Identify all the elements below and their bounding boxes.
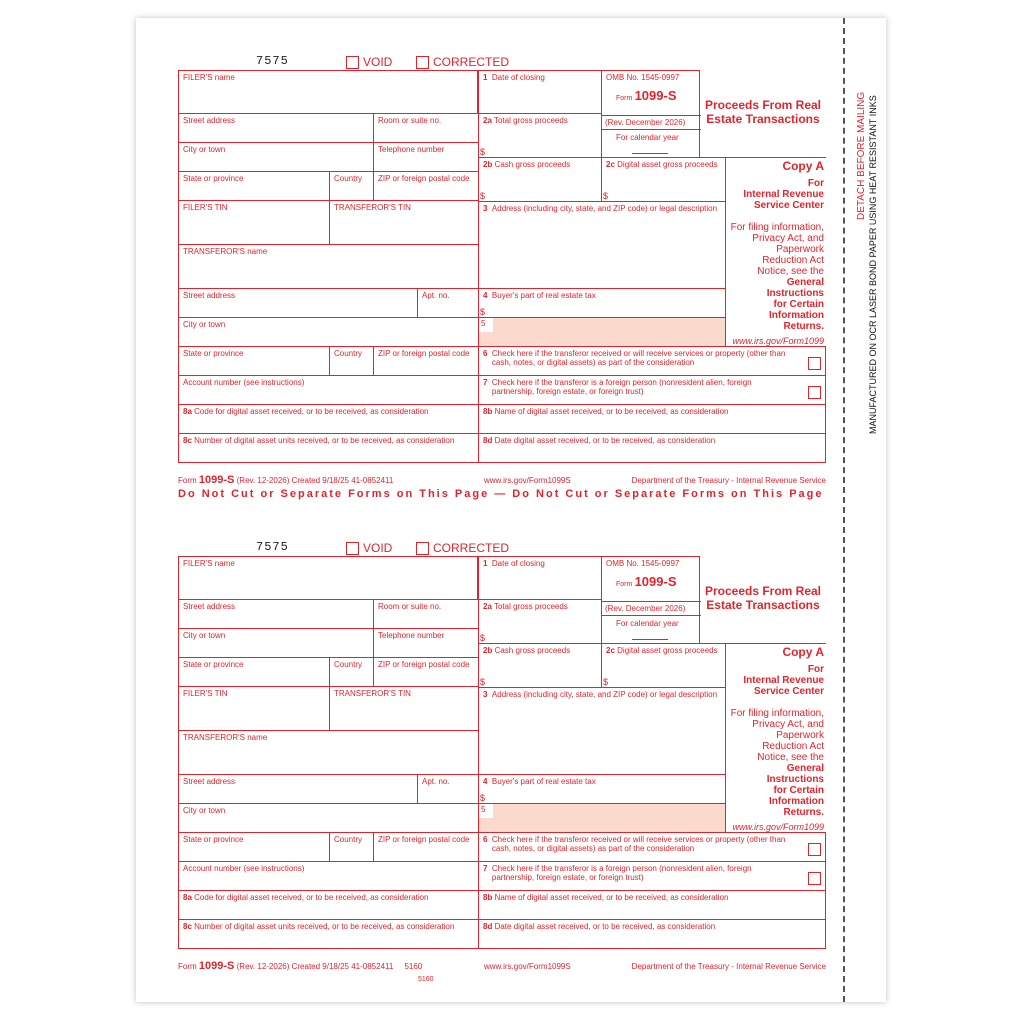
filers-tin-label: FILER'S TIN xyxy=(183,203,228,212)
box-7-checkbox[interactable] xyxy=(808,872,821,885)
transferor-street-label: Street address xyxy=(183,291,236,300)
transferor-street-field[interactable] xyxy=(178,774,418,804)
info-2: Privacy Act, and xyxy=(752,719,824,730)
filers-name-field[interactable] xyxy=(178,556,478,600)
transferor-zip-label: ZIP or foreign postal code xyxy=(378,835,470,844)
rev-date: (Rev. December 2026) xyxy=(605,604,686,613)
footer-rev: (Rev. 12-2026) Created 9/18/25 41-0852411 xyxy=(236,962,394,971)
do-not-cut-notice: Do Not Cut or Separate Forms on This Page — Do Not Cut or Separate Forms on This Page xyxy=(178,488,824,500)
box-8c-field[interactable] xyxy=(178,919,479,949)
transferor-apt-field[interactable] xyxy=(417,774,479,804)
transferor-apt-field[interactable] xyxy=(417,288,479,318)
footer-url: www.irs.gov/Form1099S xyxy=(484,962,571,971)
box-8c-num: 8c xyxy=(183,436,192,445)
box-2c-field[interactable] xyxy=(601,157,726,202)
box-6-checkbox[interactable] xyxy=(808,843,821,856)
copy-a: Copy A xyxy=(782,645,824,659)
copy-a-heading xyxy=(738,161,824,211)
omb-number: OMB No. 1545-0997 xyxy=(606,73,680,82)
info-7: Instructions xyxy=(766,774,824,785)
box-6-label: Check here if the transferor received or will receive services or property (other than cash, notes, or digital assets) as part of the consideration xyxy=(491,349,786,367)
box-8b-label: Name of digital asset received, or to be received, as consideration xyxy=(494,893,729,902)
box-8d-num: 8d xyxy=(483,922,493,931)
box-8a-num: 8a xyxy=(183,893,192,902)
box-2c-dollar: $ xyxy=(603,677,609,687)
detach-notice: DETACH BEFORE MAILING xyxy=(856,91,867,220)
box-8b-num: 8b xyxy=(483,893,493,902)
box-8c-field[interactable] xyxy=(178,433,479,463)
box-4-num: 4 xyxy=(483,291,488,300)
box-1-label: Date of closing xyxy=(491,559,545,568)
void-checkbox[interactable] xyxy=(346,55,392,69)
account-number-field[interactable] xyxy=(178,375,479,405)
box-3-num: 3 xyxy=(483,690,488,699)
transferor-city-field[interactable] xyxy=(178,317,479,347)
box-2c-field[interactable] xyxy=(601,643,726,688)
form-code: 7575 xyxy=(256,54,289,68)
box-7-label: Check here if the transferor is a foreign person (nonresident alien, foreign partnership, foreign estate, or foreign trust) xyxy=(491,864,752,882)
footer-form-word: Form xyxy=(178,962,197,971)
box-3-label: Address (including city, state, and ZIP code) or legal description xyxy=(491,690,718,699)
transferor-country-field[interactable] xyxy=(329,346,374,376)
box-1-num: 1 xyxy=(483,73,488,82)
footer-form-word: Form xyxy=(178,476,197,485)
footer-dept: Department of the Treasury - Internal Revenue Service xyxy=(631,962,826,971)
for-irs-3: Service Center xyxy=(753,200,824,211)
form-name: 1099-S xyxy=(634,88,677,103)
box-1-field[interactable] xyxy=(478,70,602,114)
filer-street-field[interactable] xyxy=(178,113,374,143)
box-8b-label: Name of digital asset received, or to be received, as consideration xyxy=(494,407,729,416)
footer-url: www.irs.gov/Form1099S xyxy=(484,476,571,485)
box-8a-field[interactable] xyxy=(178,404,479,434)
box-8c-label: Number of digital asset units received, or to be received, as consideration xyxy=(194,436,455,445)
transferors-tin-field[interactable] xyxy=(329,686,479,731)
box-4-label: Buyer's part of real estate tax xyxy=(491,777,596,786)
form-grid xyxy=(178,556,826,940)
title-line-2: Estate Transactions xyxy=(706,598,820,612)
info-8: for Certain xyxy=(773,785,824,796)
info-3: Paperwork xyxy=(776,730,824,741)
filer-city-label: City or town xyxy=(183,631,226,640)
box-5-num: 5 xyxy=(479,318,493,332)
box-6-label: Check here if the transferor received or will receive services or property (other than cash, notes, or digital assets) as part of the consideration xyxy=(491,835,786,853)
box-8c-label: Number of digital asset units received, or to be received, as consideration xyxy=(194,922,455,931)
info-2: Privacy Act, and xyxy=(752,233,824,244)
for-irs-1: For xyxy=(807,664,824,675)
filer-room-label: Room or suite no. xyxy=(378,116,442,125)
form-word: Form xyxy=(616,95,633,102)
info-6: General xyxy=(786,277,824,288)
filer-country-label: Country xyxy=(334,660,363,669)
box-2a-field[interactable] xyxy=(478,599,602,644)
corrected-checkbox[interactable] xyxy=(416,541,509,555)
filer-street-label: Street address xyxy=(183,116,236,125)
transferor-state-field[interactable] xyxy=(178,832,330,862)
box-2a-num: 2a xyxy=(483,602,492,611)
omb-block xyxy=(601,70,700,158)
transferor-city-field[interactable] xyxy=(178,803,479,833)
footer-form-name: 1099-S xyxy=(198,474,235,486)
title-line-2: Estate Transactions xyxy=(706,112,820,126)
info-10: Returns. xyxy=(783,321,824,332)
filer-phone-label: Telephone number xyxy=(378,631,445,640)
filer-city-field[interactable] xyxy=(178,628,374,658)
box-3-field[interactable] xyxy=(478,687,726,775)
form-title xyxy=(700,98,826,126)
transferors-tin-label: TRANSFEROR'S TIN xyxy=(334,203,411,212)
box-2b-dollar: $ xyxy=(480,677,486,687)
void-box[interactable] xyxy=(346,542,359,555)
box-1-num: 1 xyxy=(483,559,488,568)
filing-info xyxy=(726,708,824,833)
box-8d-label: Date digital asset received, or to be received, as consideration xyxy=(494,922,716,931)
footer-code-bottom: 5160 xyxy=(418,976,434,983)
box-2c-label: Digital asset gross proceeds xyxy=(617,646,718,655)
box-2b-dollar: $ xyxy=(480,191,486,201)
transferors-tin-label: TRANSFEROR'S TIN xyxy=(334,689,411,698)
filer-country-field[interactable] xyxy=(329,657,374,687)
form-code: 7575 xyxy=(256,540,289,554)
filers-tin-label: FILER'S TIN xyxy=(183,689,228,698)
box-8a-field[interactable] xyxy=(178,890,479,920)
filer-city-field[interactable] xyxy=(178,142,374,172)
form-title xyxy=(700,584,826,612)
for-irs-1: For xyxy=(807,178,824,189)
calendar-year-label: For calendar year xyxy=(616,133,679,142)
box-4-label: Buyer's part of real estate tax xyxy=(491,291,596,300)
form-sheet xyxy=(136,18,886,1002)
box-4-dollar: $ xyxy=(480,793,486,803)
box-2c-num: 2c xyxy=(606,160,615,169)
transferor-city-label: City or town xyxy=(183,806,226,815)
info-3: Paperwork xyxy=(776,244,824,255)
box-7-num: 7 xyxy=(483,378,488,387)
box-8b-field[interactable] xyxy=(478,404,826,434)
box-7-checkbox[interactable] xyxy=(808,386,821,399)
transferors-name-field[interactable] xyxy=(178,730,479,775)
transferor-street-label: Street address xyxy=(183,777,236,786)
box-8a-label: Code for digital asset received, or to be received, as consideration xyxy=(194,893,429,902)
transferor-country-field[interactable] xyxy=(329,832,374,862)
box-3-num: 3 xyxy=(483,204,488,213)
box-2a-field[interactable] xyxy=(478,113,602,158)
box-6-checkbox[interactable] xyxy=(808,357,821,370)
filer-zip-field[interactable] xyxy=(373,171,479,201)
box-7-field xyxy=(478,861,826,891)
irs-url: www.irs.gov/Form1099 xyxy=(732,336,824,346)
footer-rev: (Rev. 12-2026) Created 9/18/25 41-0852411 xyxy=(236,476,394,485)
box-6-field xyxy=(478,832,826,862)
box-2b-field[interactable] xyxy=(478,643,602,688)
title-line-1: Proceeds From Real xyxy=(704,584,822,598)
filer-room-label: Room or suite no. xyxy=(378,602,442,611)
box-7-field xyxy=(478,375,826,405)
filer-street-label: Street address xyxy=(183,602,236,611)
box-4-num: 4 xyxy=(483,777,488,786)
calendar-year-line[interactable] xyxy=(632,639,668,640)
info-1: For filing information, xyxy=(730,708,824,719)
corrected-checkbox[interactable] xyxy=(416,55,509,69)
filer-state-label: State or province xyxy=(183,660,244,669)
transferor-zip-field[interactable] xyxy=(373,346,479,376)
omb-block xyxy=(601,556,700,644)
transferor-street-field[interactable] xyxy=(178,288,418,318)
transferors-name-label: TRANSFEROR'S name xyxy=(183,247,268,256)
box-2b-field[interactable] xyxy=(478,157,602,202)
copy-a: Copy A xyxy=(782,159,824,173)
info-5: Notice, see the xyxy=(757,266,824,277)
info-5: Notice, see the xyxy=(757,752,824,763)
void-label: VOID xyxy=(363,55,393,69)
calendar-year-label: For calendar year xyxy=(616,619,679,628)
box-2b-num: 2b xyxy=(483,646,493,655)
filers-name-label: FILER'S name xyxy=(183,73,235,82)
box-7-label: Check here if the transferor is a foreign person (nonresident alien, foreign partnership, foreign estate, or foreign trust) xyxy=(491,378,752,396)
void-label: VOID xyxy=(363,541,393,555)
account-number-label: Account number (see instructions) xyxy=(183,378,305,387)
void-box[interactable] xyxy=(346,56,359,69)
filer-state-field[interactable] xyxy=(178,657,330,687)
info-1: For filing information, xyxy=(730,222,824,233)
box-5-num: 5 xyxy=(479,804,493,818)
filer-phone-field[interactable] xyxy=(373,142,479,172)
box-8d-label: Date digital asset received, or to be received, as consideration xyxy=(494,436,716,445)
box-2c-dollar: $ xyxy=(603,191,609,201)
box-4-field[interactable] xyxy=(478,288,726,318)
corrected-box[interactable] xyxy=(416,56,429,69)
footer-code-inline: 5160 xyxy=(404,962,423,971)
transferor-state-label: State or province xyxy=(183,835,244,844)
box-2a-num: 2a xyxy=(483,116,492,125)
filer-room-field[interactable] xyxy=(373,599,479,629)
form-copy-top xyxy=(136,18,886,500)
transferor-apt-label: Apt. no. xyxy=(422,291,450,300)
box-8d-field[interactable] xyxy=(478,433,826,463)
box-6-num: 6 xyxy=(483,349,488,358)
filer-phone-label: Telephone number xyxy=(378,145,445,154)
box-8a-label: Code for digital asset received, or to be received, as consideration xyxy=(194,407,429,416)
transferor-country-label: Country xyxy=(334,835,363,844)
info-7: Instructions xyxy=(766,288,824,299)
box-2a-dollar: $ xyxy=(480,147,486,157)
transferor-zip-label: ZIP or foreign postal code xyxy=(378,349,470,358)
info-6: General xyxy=(786,763,824,774)
filer-country-label: Country xyxy=(334,174,363,183)
filer-phone-field[interactable] xyxy=(373,628,479,658)
for-irs-3: Service Center xyxy=(753,686,824,697)
transferors-name-label: TRANSFEROR'S name xyxy=(183,733,268,742)
filer-street-field[interactable] xyxy=(178,599,374,629)
form-grid xyxy=(178,70,826,454)
corrected-label: CORRECTED xyxy=(433,541,510,555)
box-2c-label: Digital asset gross proceeds xyxy=(617,160,718,169)
filer-zip-label: ZIP or foreign postal code xyxy=(378,660,470,669)
detach-perforation xyxy=(843,18,845,1002)
irs-url: www.irs.gov/Form1099 xyxy=(732,822,824,832)
box-8c-num: 8c xyxy=(183,922,192,931)
filing-info xyxy=(726,222,824,347)
box-2a-label: Total gross proceeds xyxy=(493,602,568,611)
form-copy-bottom xyxy=(136,504,886,983)
filer-state-field[interactable] xyxy=(178,171,330,201)
filer-zip-label: ZIP or foreign postal code xyxy=(378,174,470,183)
info-8: for Certain xyxy=(773,299,824,310)
transferor-country-label: Country xyxy=(334,349,363,358)
box-6-field xyxy=(478,346,826,376)
box-5-field xyxy=(478,803,726,833)
box-5-field xyxy=(478,317,726,347)
box-8b-num: 8b xyxy=(483,407,493,416)
filer-zip-field[interactable] xyxy=(373,657,479,687)
transferor-zip-field[interactable] xyxy=(373,832,479,862)
for-irs-2: Internal Revenue xyxy=(743,675,824,686)
box-8d-field[interactable] xyxy=(478,919,826,949)
title-line-1: Proceeds From Real xyxy=(704,98,822,112)
account-number-field[interactable] xyxy=(178,861,479,891)
calendar-year-line[interactable] xyxy=(632,153,668,154)
filer-state-label: State or province xyxy=(183,174,244,183)
manufacturing-notice: MANUFACTURED ON OCR LASER BOND PAPER USING HEAT RESISTANT INKS xyxy=(868,95,878,434)
transferor-apt-label: Apt. no. xyxy=(422,777,450,786)
filer-country-field[interactable] xyxy=(329,171,374,201)
info-10: Returns. xyxy=(783,807,824,818)
filer-room-field[interactable] xyxy=(373,113,479,143)
box-2a-dollar: $ xyxy=(480,633,486,643)
corrected-box[interactable] xyxy=(416,542,429,555)
corrected-label: CORRECTED xyxy=(433,55,510,69)
account-number-label: Account number (see instructions) xyxy=(183,864,305,873)
box-4-field[interactable] xyxy=(478,774,726,804)
box-2b-label: Cash gross proceeds xyxy=(494,160,571,169)
footer-dept: Department of the Treasury - Internal Revenue Service xyxy=(631,476,826,485)
filers-name-field[interactable] xyxy=(178,70,478,114)
info-9: Information xyxy=(769,310,824,321)
void-checkbox[interactable] xyxy=(346,541,392,555)
box-4-dollar: $ xyxy=(480,307,486,317)
transferor-state-label: State or province xyxy=(183,349,244,358)
box-8d-num: 8d xyxy=(483,436,493,445)
filers-name-label: FILER'S name xyxy=(183,559,235,568)
box-1-field[interactable] xyxy=(478,556,602,600)
transferors-name-field[interactable] xyxy=(178,244,479,289)
form-name: 1099-S xyxy=(634,574,677,589)
omb-number: OMB No. 1545-0997 xyxy=(606,559,680,568)
filer-city-label: City or town xyxy=(183,145,226,154)
copy-a-heading xyxy=(738,647,824,697)
filers-tin-field[interactable] xyxy=(178,200,330,245)
box-1-label: Date of closing xyxy=(491,73,545,82)
box-7-num: 7 xyxy=(483,864,488,873)
footer-form-name: 1099-S xyxy=(198,960,235,972)
box-8b-field[interactable] xyxy=(478,890,826,920)
box-3-field[interactable] xyxy=(478,201,726,289)
filers-tin-field[interactable] xyxy=(178,686,330,731)
info-4: Reduction Act xyxy=(762,741,824,752)
box-2a-label: Total gross proceeds xyxy=(493,116,568,125)
form-word: Form xyxy=(616,581,633,588)
box-2b-label: Cash gross proceeds xyxy=(494,646,571,655)
transferors-tin-field[interactable] xyxy=(329,200,479,245)
box-6-num: 6 xyxy=(483,835,488,844)
transferor-city-label: City or town xyxy=(183,320,226,329)
box-2b-num: 2b xyxy=(483,160,493,169)
for-irs-2: Internal Revenue xyxy=(743,189,824,200)
info-4: Reduction Act xyxy=(762,255,824,266)
box-3-label: Address (including city, state, and ZIP code) or legal description xyxy=(491,204,718,213)
box-8a-num: 8a xyxy=(183,407,192,416)
box-2c-num: 2c xyxy=(606,646,615,655)
rev-date: (Rev. December 2026) xyxy=(605,118,686,127)
transferor-state-field[interactable] xyxy=(178,346,330,376)
info-9: Information xyxy=(769,796,824,807)
